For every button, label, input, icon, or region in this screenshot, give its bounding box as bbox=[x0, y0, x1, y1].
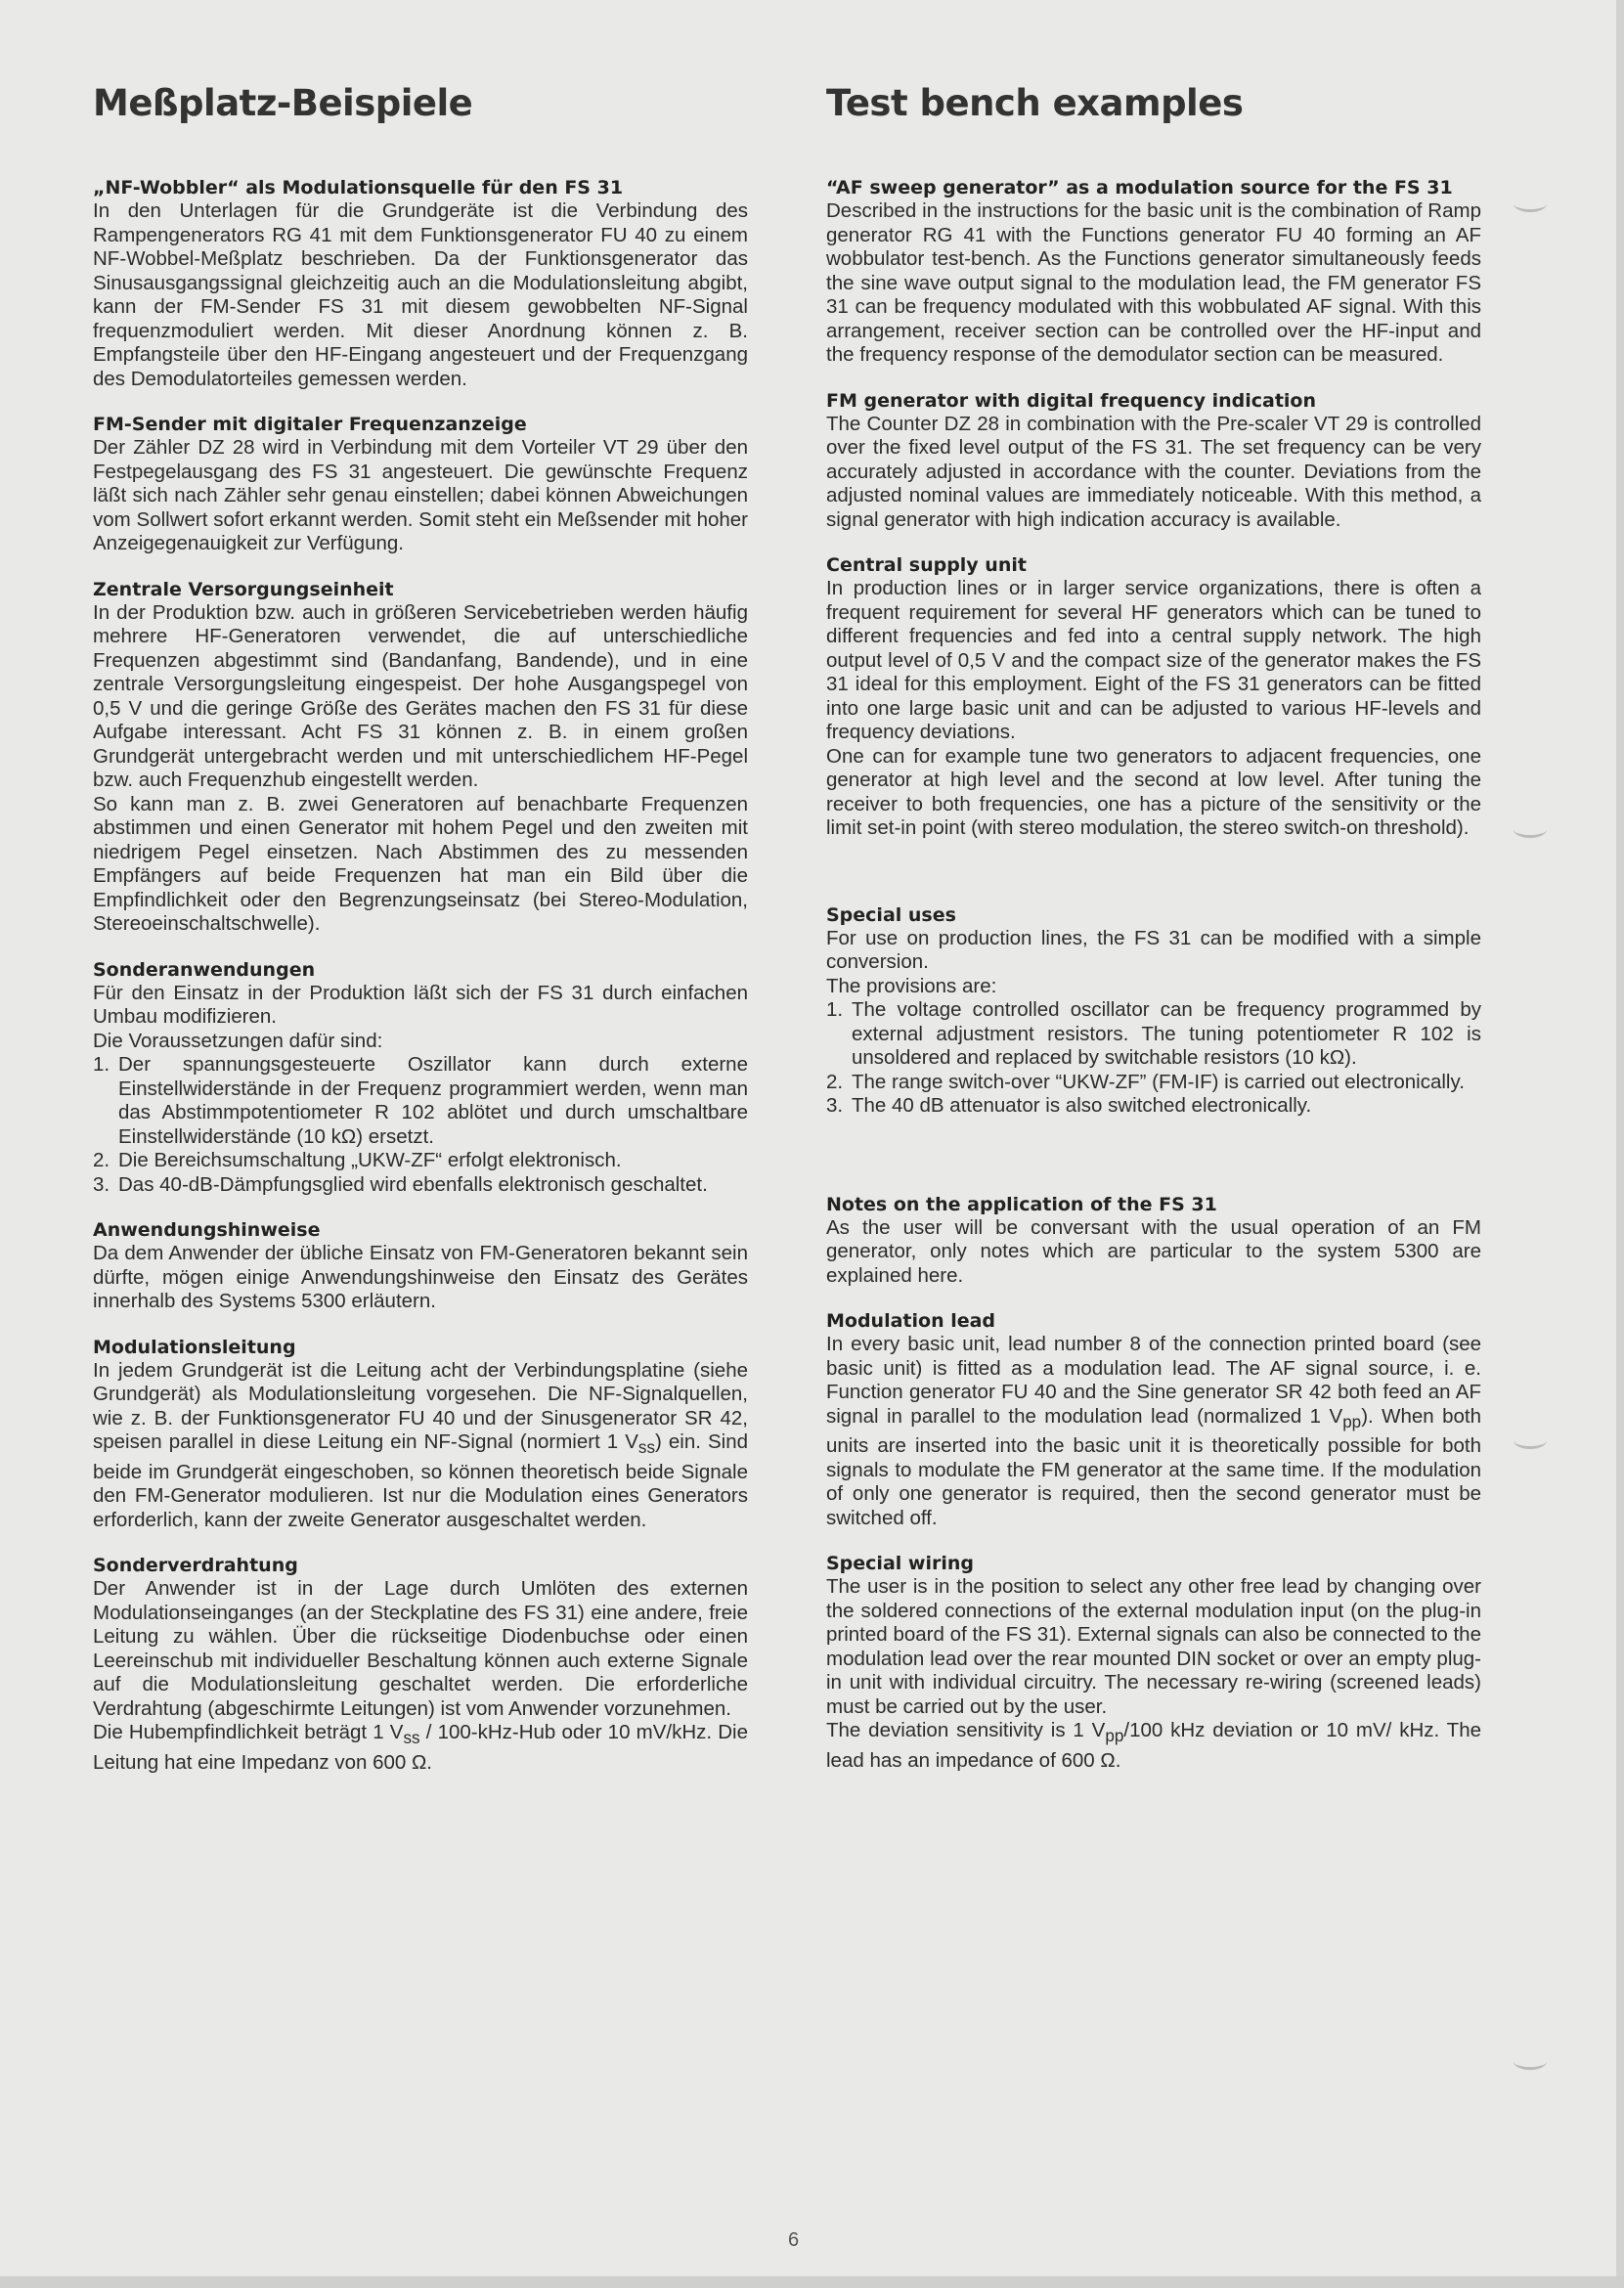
text-part: ) ein. Sind beide im Grundgerät eingeschoben, so können theoretisch beide Signale den FM-Generator modulieren. Ist nur die Modulation eines Generators erforderlich, kann der zweite Generator ausgeschaltet werden. bbox=[93, 1430, 748, 1531]
list-text: The 40 dB attenuator is also switched electronically. bbox=[852, 1094, 1312, 1117]
section-sonderverdrahtung bbox=[93, 1554, 748, 1775]
german-column bbox=[93, 176, 748, 1796]
punch-hole-mark bbox=[1514, 1432, 1547, 1449]
text-part: In jedem Grundgerät ist die Leitung acht der Verbindungsplatine (siehe Grundgerät) als Modulationsleitung vorgesehen. Die NF-Signalquellen, wie z. B. der Funktionsgenerator FU 40 und der Sinusgenerator SR 42, speisen parallel in diese Leitung ein NF-Signal (normiert 1 V bbox=[93, 1358, 748, 1453]
section-title: Central supply unit bbox=[826, 554, 1027, 576]
section-text: Described in the instructions for the basic unit is the combination of Ramp generator RG 41 with the Functions generator FU 40 forming an AF wobbulator test-bench. As the Functions generator simultaneously feeds the sine wave output signal to the modulation lead, the FM generator FS 31 can be frequency modulated with this wobbulated AF signal. With this arrangement, receiver section can be controlled over the HF-input and the frequency response of the demodulator section can be measured. bbox=[826, 199, 1481, 366]
section-text: One can for example tune two generators to adjacent frequencies, one generator at high level and the second at low level. After tuning the receiver to both frequencies, one has a picture of the sensitivity or the limit set-in point (with stereo modulation, the stereo switch-on threshold). bbox=[826, 744, 1481, 839]
list-item bbox=[826, 998, 1481, 1071]
page-title-german: Meßplatz-Beispiele bbox=[93, 82, 473, 124]
section-title: Sonderanwendungen bbox=[93, 958, 316, 981]
section-text: In production lines or in larger service organizations, there is often a frequent requirement for several HF generators which can be tuned to different frequencies and fed into a central supply network. The high output level of 0,5 V and the compact size of the generator makes the FS 31 ideal for this employment. Eight of the FS 31 generators can be fitted into one large basic unit and can be adjusted to various HF-levels and frequency deviations. bbox=[826, 577, 1481, 743]
section-text: For use on production lines, the FS 31 can be modified with a simple conversion. bbox=[826, 926, 1481, 973]
section-title: Special wiring bbox=[826, 1553, 974, 1575]
section-title: Notes on the application of the FS 31 bbox=[826, 1193, 1217, 1215]
section-modulationsleitung bbox=[93, 1336, 748, 1533]
text-part: Die Hubempfindlichkeit beträgt 1 V bbox=[93, 1721, 404, 1744]
text-part: ). When both units are inserted into the basic unit it is theoretically possible for both signals to modulate the FM generator at the same time. If the modulation of only one generator is required, then the second generator must be switched off. bbox=[826, 1404, 1481, 1529]
text-part: The deviation sensitivity is 1 V bbox=[826, 1719, 1106, 1742]
subscript: pp bbox=[1342, 1412, 1362, 1431]
list-text: Der spannungsgesteuerte Oszillator kann durch externe Einstellwiderstände in der Frequenz programmiert werden, wenn man das Abstimmpotentiometer R 102 ablötet und durch umschaltbare Einstellwiderstände (10 kΩ) ersetzt. bbox=[118, 1053, 748, 1148]
list-item bbox=[93, 1053, 748, 1149]
list-item bbox=[93, 1149, 748, 1173]
section-central-supply bbox=[826, 553, 1481, 841]
page-edge-strip bbox=[1616, 0, 1624, 2288]
section-text bbox=[93, 1721, 748, 1775]
section-title: „NF-Wobbler“ als Modulationsquelle für den FS 31 bbox=[93, 177, 624, 198]
section-special-wiring bbox=[826, 1552, 1481, 1773]
section-text: So kann man z. B. zwei Generatoren auf benachbarte Frequenzen abstimmen und einen Generator mit hohem Pegel und den zweiten mit niedrigem Pegel einsetzen. Nach Abstimmen des zu messenden Empfängers auf beide Frequenzen hat man ein Bild über die Empfindlichkeit oder den Begrenzungseinsatz (bei Stereo-Modulation, Stereoeinschaltschwelle). bbox=[93, 792, 748, 935]
section-text: Der Zähler DZ 28 wird in Verbindung mit dem Vorteiler VT 29 über den Festpegelausgang des FS 31 angesteuert. Die gewünschte Frequenz läßt sich nach Zähler sehr genau einstellen; dabei können Abweichungen vom Sollwert sofort erkannt werden. Somit steht ein Meßsender mit hoher Anzeigegenauigkeit zur Verfügung. bbox=[93, 436, 748, 554]
section-text bbox=[93, 1359, 748, 1533]
section-title: Modulationsleitung bbox=[93, 1336, 296, 1358]
text-part: /100 kHz deviation or 10 mV/ kHz. The lead has an impedance of 600 Ω. bbox=[826, 1719, 1482, 1772]
section-zentrale-versorgung bbox=[93, 578, 748, 937]
section-title: Sonderverdrahtung bbox=[93, 1555, 298, 1577]
section-text: In der Produktion bzw. auch in größeren Servicebetrieben werden häufig mehrere HF-Generatoren verwendet, die auf unterschiedliche Frequenzen abgestimmt sind (Bandanfang, Bandende), und in eine zentrale Versorgungsleitung eingespeist. Der hohe Ausgangspegel von 0,5 V und die geringe Größe des Gerätes machen den FS 31 für diese Aufgabe interessant. Acht FS 31 können z. B. in einem großen Grundgerät untergebracht werden und mit unterschiedlichem HF-Pegel bzw. auch Frequenzhub eingestellt werden. bbox=[93, 600, 748, 791]
list-number: 1. bbox=[826, 998, 844, 1021]
section-title: Special uses bbox=[826, 903, 956, 926]
section-text: The user is in the position to select any other free lead by changing over the soldered connections of the external modulation input (on the plug-in printed board of the FS 31). External signals can also be connected to the modulation lead over the rear mounted DIN socket or over an empty plug-in unit with individual circuitry. The necessary re-wiring (screened leads) must be carried out by the user. bbox=[826, 1575, 1481, 1718]
list-number: 1. bbox=[93, 1053, 110, 1076]
section-text bbox=[826, 1719, 1481, 1773]
section-modulation-lead bbox=[826, 1309, 1481, 1530]
section-special-uses bbox=[826, 903, 1481, 1119]
section-title: FM-Sender mit digitaler Frequenzanzeige bbox=[93, 414, 527, 435]
spacer bbox=[826, 862, 1481, 903]
list-number: 2. bbox=[93, 1149, 110, 1171]
list-number: 3. bbox=[93, 1172, 110, 1196]
list-text: The range switch-over “UKW-ZF” (FM-IF) is carried out electronically. bbox=[852, 1070, 1465, 1093]
section-text bbox=[826, 1333, 1481, 1530]
english-column bbox=[826, 176, 1481, 1794]
page-title-english: Test bench examples bbox=[826, 82, 1244, 124]
section-fm-digital bbox=[826, 389, 1481, 533]
section-text: Die Voraussetzungen dafür sind: bbox=[93, 1029, 383, 1052]
list-item bbox=[93, 1173, 748, 1198]
section-text: As the user will be conversant with the usual operation of an FM generator, only notes which are particular to the system 5300 are explained here. bbox=[826, 1215, 1481, 1287]
punch-hole-mark bbox=[1514, 196, 1547, 212]
list-text: Das 40-dB-Dämpfungsglied wird ebenfalls elektronisch geschaltet. bbox=[118, 1172, 708, 1196]
punch-hole-mark bbox=[1514, 821, 1547, 838]
page-number: 6 bbox=[788, 2229, 800, 2251]
section-af-sweep bbox=[826, 176, 1481, 368]
subscript: pp bbox=[1105, 1727, 1124, 1746]
section-title: Anwendungshinweise bbox=[93, 1219, 321, 1241]
list-text: Die Bereichsumschaltung „UKW-ZF“ erfolgt elektronisch. bbox=[118, 1149, 622, 1171]
section-sonderanwendungen bbox=[93, 958, 748, 1198]
subscript: ss bbox=[403, 1729, 420, 1748]
section-text: In den Unterlagen für die Grundgeräte ist die Verbindung des Rampengenerators RG 41 mit dem Funktionsgenerator FU 40 zu einem NF-Wobbel-Meßplatz beschrieben. Da der Funktionsgenerator das Sinusausgangssignal gleichzeitig auch an die Modulationsleitung abgibt, kann der FM-Sender FS 31 mit diesem gewobbelten NF-Signal frequenzmoduliert werden. Mit dieser Anordnung können z. B. Empfangsteile über den HF-Eingang angesteuert und der Frequenzgang des Demodulatorteiles gemessen werden. bbox=[93, 199, 748, 390]
list-item bbox=[826, 1071, 1481, 1095]
text-part: / 100-kHz-Hub oder 10 mV/kHz. Die Leitung hat eine Impedanz von 600 Ω. bbox=[93, 1721, 748, 1774]
section-notes-application bbox=[826, 1193, 1481, 1289]
section-title: FM generator with digital frequency indication bbox=[826, 389, 1316, 412]
section-text: Da dem Anwender der übliche Einsatz von FM-Generatoren bekannt sein dürfte, mögen einige Anwendungshinweise den Einsatz des Gerätes innerhalb des Systems 5300 erläutern. bbox=[93, 1242, 748, 1312]
section-text: The Counter DZ 28 in combination with the Pre-scaler VT 29 is controlled over the fixed level output of the FS 31. The set frequency can be very accurately adjusted in accordance with the counter. Deviations from the adjusted nominal values are immediately noticeable. With this method, a signal generator with high indication accuracy is available. bbox=[826, 412, 1481, 531]
section-text: Der Anwender ist in der Lage durch Umlöten des externen Modulationseinganges (an der Steckplatine des FS 31) eine andere, freie Leitung zu wählen. Über die rückseitige Diodenbuchse oder einen Leereinschub mit individueller Beschaltung können auch externe Signale auf die Modulationsleitung geschaltet werden. Die erforderliche Verdrahtung (abgeschirmte Leitungen) ist vom Anwender vorzunehmen. bbox=[93, 1577, 748, 1720]
subscript: ss bbox=[637, 1438, 655, 1458]
section-text: Für den Einsatz in der Produktion läßt sich der FS 31 durch einfachen Umbau modifizieren. bbox=[93, 981, 748, 1028]
page-bottom-strip bbox=[0, 2276, 1624, 2288]
section-title: Modulation lead bbox=[826, 1310, 996, 1332]
numbered-list bbox=[93, 1053, 748, 1197]
text-part: In every basic unit, lead number 8 of the connection printed board (see basic unit) is fitted as a modulation lead. The AF signal source, i. e. Function generator FU 40 and the Sine generator SR 42 both feed an AF signal in parallel to the modulation lead (normalized 1 V bbox=[826, 1333, 1481, 1428]
numbered-list bbox=[826, 998, 1481, 1119]
list-number: 3. bbox=[826, 1094, 844, 1117]
punch-hole-mark bbox=[1514, 2053, 1547, 2070]
section-title: “AF sweep generator” as a modulation source for the FS 31 bbox=[826, 177, 1453, 198]
section-text: The provisions are: bbox=[826, 974, 997, 997]
section-fm-sender-digital bbox=[93, 413, 748, 556]
list-item bbox=[826, 1094, 1481, 1119]
list-text: The voltage controlled oscillator can be frequency programmed by external adjustment resistors. The tuning potentiometer R 102 is unsoldered and replaced by switchable resistors (10 kΩ). bbox=[852, 998, 1481, 1069]
section-title: Zentrale Versorgungseinheit bbox=[93, 578, 394, 600]
list-number: 2. bbox=[826, 1070, 844, 1093]
section-anwendungshinweise bbox=[93, 1218, 748, 1314]
section-nf-wobbler bbox=[93, 176, 748, 391]
spacer bbox=[826, 1140, 1481, 1193]
